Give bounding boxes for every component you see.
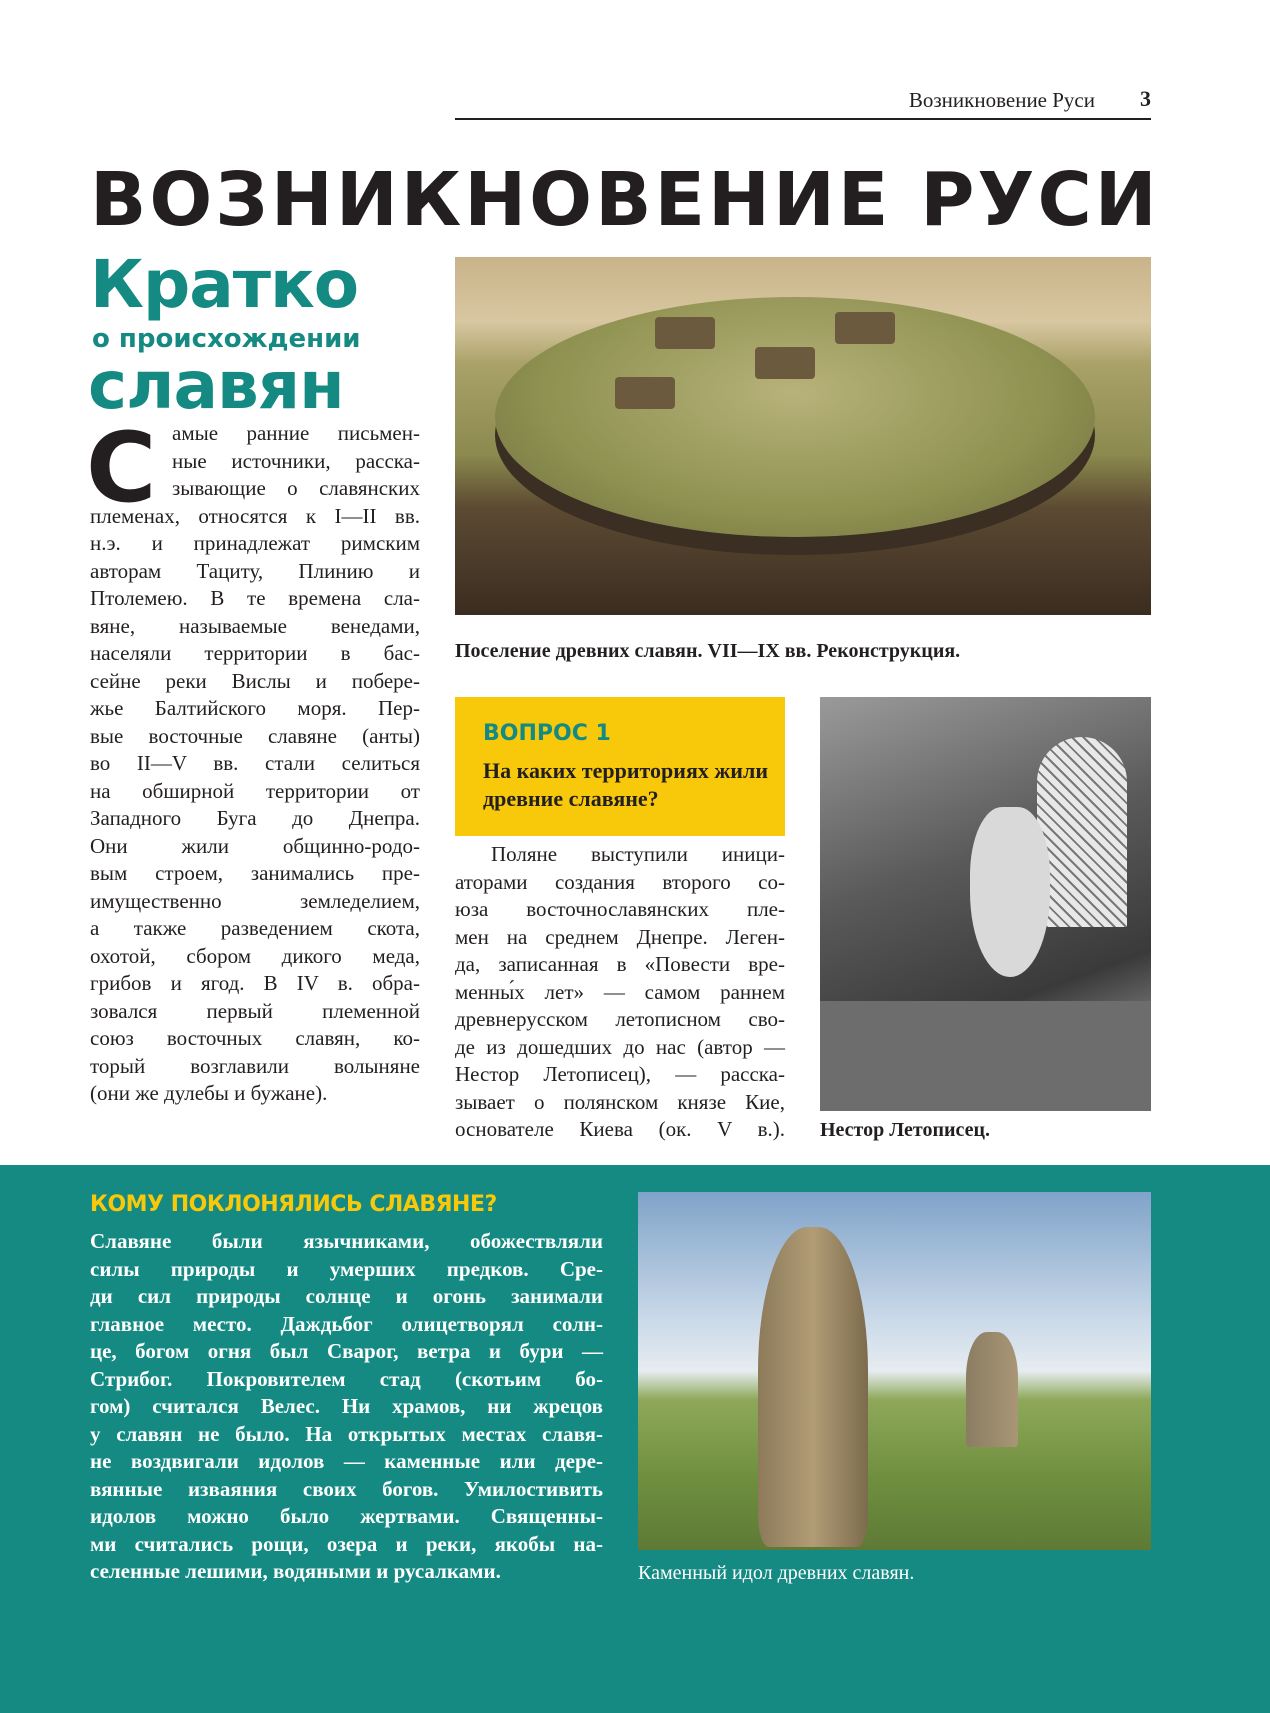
text-line: основателе Киева (ок. V в.).	[455, 1117, 785, 1141]
text-line: силы природы и умерших предков. Сре-	[90, 1256, 603, 1281]
text-line: охотой, сбором дикого меда,	[90, 943, 420, 968]
running-header	[455, 86, 1151, 120]
text-line: на обширной территории от	[90, 778, 420, 803]
text-line: не воздвигали идолов — каменные или дере-	[90, 1449, 603, 1473]
text-line: це, богом огня был Сварог, ветра и бури —	[90, 1339, 603, 1363]
text-line: (они же дулебы и бужане).	[90, 1081, 328, 1105]
question-label: ВОПРОС 1	[483, 721, 611, 746]
text-line: имущественно земледелием,	[90, 888, 420, 913]
worship-text	[90, 1228, 603, 1586]
text-line: вяне, называемые венедами,	[90, 613, 420, 638]
nestor-chronicler-image	[820, 697, 1151, 1111]
text-line: сейне реки Вислы и побере-	[90, 668, 420, 693]
text-line: древнерусском летописном сво-	[455, 1007, 785, 1031]
settlement-image-caption: Поселение древних славян. VII—IX вв. Реконструкция.	[455, 640, 961, 662]
text-line: зывающие о славянских	[172, 476, 420, 500]
stone-idol-caption: Каменный идол древних славян.	[638, 1562, 915, 1584]
question-text: На каких территориях жили древние славяне?	[483, 758, 769, 811]
text-line: вянные изваяния своих богов. Умилостивить	[90, 1476, 603, 1501]
text-line: союз восточных славян, ко-	[90, 1026, 420, 1050]
question-box	[455, 697, 785, 836]
text-line: Стрибог. Покровителем стад (скотьим бо-	[90, 1366, 603, 1391]
text-line: ные источники, расска-	[172, 448, 420, 473]
page-title: ВОЗНИКНОВЕНИЕ РУСИ	[90, 157, 1160, 243]
text-line: зывает о полянском князе Кие,	[455, 1089, 785, 1114]
text-line: во II—V вв. стали селиться	[90, 751, 420, 775]
text-line: торый возглавили волыняне	[90, 1053, 420, 1078]
section-heading-line1: Кратко	[90, 246, 359, 323]
text-line: авторам Тациту, Плинию и	[90, 558, 420, 583]
text-line: н.э. и принадлежат римским	[90, 531, 420, 555]
intro-text	[90, 420, 420, 1108]
text-line: аторами создания второго со-	[455, 869, 785, 894]
page-number: 3	[1140, 86, 1151, 111]
text-line: ди сил природы солнце и огонь занимали	[90, 1284, 603, 1308]
text-line: Они жили общинно-родо-	[90, 833, 420, 858]
text-line: Западного Буга до Днепра.	[90, 806, 420, 830]
section-heading-line2: о происхождении	[92, 324, 361, 354]
stone-idol-image	[638, 1192, 1151, 1550]
text-line: Птолемею. В те времена сла-	[90, 586, 420, 610]
text-line: мен на среднем Днепре. Леген-	[455, 924, 785, 949]
text-line: а также разведением скота,	[90, 916, 420, 940]
nestor-image-caption: Нестор Летописец.	[820, 1119, 991, 1141]
text-line: жье Балтийского моря. Пер-	[90, 696, 420, 720]
drop-cap: С	[86, 412, 157, 524]
text-line: племенах, относятся к I—II вв.	[90, 503, 420, 528]
text-line: Нестор Летописец), — расска-	[455, 1062, 785, 1086]
text-line: идолов можно было жертвами. Священны-	[90, 1504, 603, 1528]
text-line: Славяне были язычниками, обожествляли	[90, 1229, 603, 1253]
text-line: грибов и ягод. В IV в. обра-	[90, 971, 420, 995]
text-line: юза восточнославянских пле-	[455, 897, 785, 921]
text-line: да, записанная в «Повести вре-	[455, 952, 785, 976]
text-line: вые восточные славяне (анты)	[90, 723, 420, 748]
text-line: менны́х лет» — самом раннем	[455, 979, 785, 1004]
text-line: селенные лешими, водяными и русалками.	[90, 1559, 501, 1583]
text-line: амые ранние письмен-	[172, 421, 420, 445]
text-line: главное место. Даждьбог олицетворял солн-	[90, 1311, 603, 1336]
text-line: гом) считался Велес. Ни храмов, ни жрецов	[90, 1394, 603, 1418]
text-line: де из дошедших до нас (автор —	[455, 1034, 785, 1059]
text-line: Поляне выступили иници-	[491, 842, 785, 866]
text-line: зовался первый племенной	[90, 998, 420, 1023]
text-line: вым строем, занимались пре-	[90, 861, 420, 885]
settlement-reconstruction-image	[455, 257, 1151, 615]
section-heading-line3: славян	[88, 347, 344, 424]
text-line: ми считались рощи, озера и реки, якобы на-	[90, 1531, 603, 1556]
text-line: населяли территории в бас-	[90, 641, 420, 665]
polyane-text	[455, 841, 785, 1144]
worship-heading: КОМУ ПОКЛОНЯЛИСЬ СЛАВЯНЕ?	[90, 1192, 497, 1217]
running-title: Возникновение Руси	[908, 88, 1095, 112]
text-line: у славян не было. На открытых местах славя-	[90, 1421, 603, 1446]
